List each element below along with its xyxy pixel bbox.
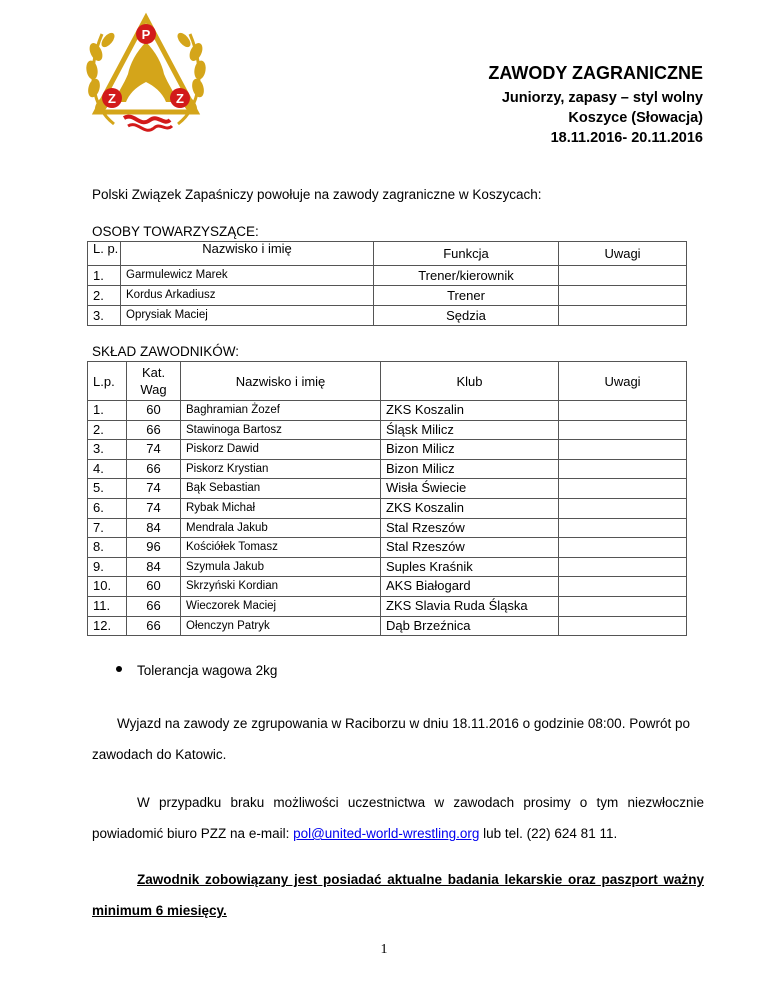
cell-notes [559,498,687,518]
cell-lp: 10. [88,577,127,597]
table-row [88,266,687,286]
cell-name: Piskorz Krystian [181,459,381,479]
cell-name: Rybak Michał [181,498,381,518]
table-header-row [88,242,687,266]
cell-name: Kordus Arkadiusz [121,286,374,306]
table-row [88,286,687,306]
cell-notes [559,577,687,597]
cell-notes [559,266,687,286]
cell-function: Trener [374,286,559,306]
event-location: Koszyce (Słowacja) [568,110,703,126]
pzz-logo [84,12,208,142]
event-dates: 18.11.2016- 20.11.2016 [550,130,703,146]
svg-text:Z: Z [176,91,184,106]
cell-name: Oprysiak Maciej [121,306,374,326]
event-category: Juniorzy, zapasy – styl wolny [501,90,703,106]
cell-club: ZKS Koszalin [381,498,559,518]
cell-name: Stawinoga Bartosz [181,420,381,440]
cell-weight-category: 74 [127,479,181,499]
cell-weight-category: 60 [127,577,181,597]
document-title: ZAWODY ZAGRANICZNE [488,63,703,83]
cell-name: Skrzyński Kordian [181,577,381,597]
cell-weight-category: 66 [127,616,181,636]
weight-tolerance-bullet [116,663,277,678]
medical-requirement-paragraph: Zawodnik zobowiązany jest posiadać aktualne badania lekarskie oraz paszport ważny minimum 6 miesięcy. [92,872,704,918]
cell-notes [559,538,687,558]
cell-weight-category: 74 [127,498,181,518]
cell-club: Stal Rzeszów [381,538,559,558]
cell-weight-category: 84 [127,518,181,538]
cell-weight-category: 66 [127,459,181,479]
col-header-notes: Uwagi [559,362,687,401]
cell-name: Piskorz Dawid [181,440,381,460]
cell-weight-category: 66 [127,420,181,440]
email-link[interactable]: pol@united-world-wrestling.org [293,826,480,841]
cell-lp: 8. [88,538,127,558]
col-header-notes: Uwagi [559,242,687,266]
contact-text-after: lub tel. (22) 624 81 11. [479,826,618,841]
table-row [88,596,687,616]
table-row [88,459,687,479]
col-header-cat-line1: Kat. [141,365,166,380]
cell-club: Bizon Milicz [381,459,559,479]
cell-lp: 12. [88,616,127,636]
cell-notes [559,459,687,479]
cell-lp: 2. [88,286,121,306]
cell-name: Garmulewicz Marek [121,266,374,286]
table-row [88,538,687,558]
cell-club: ZKS Slavia Ruda Śląska [381,596,559,616]
table-row [88,616,687,636]
intro-text: Polski Związek Zapaśniczy powołuje na zawody zagraniczne w Koszycach: [92,187,542,202]
cell-notes [559,440,687,460]
col-header-weight-category [127,362,181,401]
table-row [88,577,687,597]
cell-lp: 9. [88,557,127,577]
cell-notes [559,401,687,421]
cell-notes [559,420,687,440]
cell-notes [559,557,687,577]
cell-lp: 6. [88,498,127,518]
col-header-cat-line2: Wag [140,382,167,397]
col-header-name: Nazwisko i imię [181,362,381,401]
cell-club: Stal Rzeszów [381,518,559,538]
cell-notes [559,479,687,499]
cell-lp: 4. [88,459,127,479]
table-row [88,420,687,440]
ribbon-icon [124,117,170,123]
cell-name: Mendrala Jakub [181,518,381,538]
cell-club: Dąb Brzeźnica [381,616,559,636]
cell-weight-category: 60 [127,401,181,421]
table-row [88,401,687,421]
col-header-name: Nazwisko i imię [121,242,374,266]
cell-name: Szymula Jakub [181,557,381,577]
officials-table [87,241,687,326]
cell-club: Śląsk Milicz [381,420,559,440]
bullet-text: Tolerancja wagowa 2kg [137,663,278,678]
cell-name: Wieczorek Maciej [181,596,381,616]
page-number: 1 [380,942,388,957]
cell-notes [559,596,687,616]
cell-weight-category: 74 [127,440,181,460]
cell-name: Ołenczyn Patryk [181,616,381,636]
svg-text:P: P [141,27,151,42]
cell-lp: 3. [88,440,127,460]
cell-weight-category: 84 [127,557,181,577]
cell-name: Baghramian Żozef [181,401,381,421]
contact-text-before: W przypadku braku możliwości uczestnictwa w zawodach prosimy o tym niezwłocznie powiadomić biuro PZZ na e-mail: [92,795,704,841]
cell-lp: 2. [88,420,127,440]
cell-name: Kościółek Tomasz [181,538,381,558]
competitors-table-body [88,401,687,636]
cell-lp: 3. [88,306,121,326]
cell-notes [559,286,687,306]
bullet-icon [116,666,122,672]
cell-club: Suples Kraśnik [381,557,559,577]
cell-name: Bąk Sebastian [181,479,381,499]
officials-label: OSOBY TOWARZYSZĄCE: [92,224,259,239]
departure-paragraph: Wyjazd na zawody ze zgrupowania w Raciborzu w dniu 18.11.2016 o godzinie 08:00. Powrót po zawodach do Katowic. [92,716,690,762]
col-header-lp: L.p. [88,362,127,401]
col-header-lp: L. p. [88,242,121,266]
cell-notes [559,518,687,538]
cell-weight-category: 66 [127,596,181,616]
cell-club: Bizon Milicz [381,440,559,460]
cell-club: ZKS Koszalin [381,401,559,421]
cell-lp: 1. [88,266,121,286]
svg-text:Z: Z [108,91,116,106]
table-row [88,498,687,518]
table-row [88,518,687,538]
cell-notes [559,306,687,326]
table-row [88,306,687,326]
competitors-table [87,361,687,636]
cell-weight-category: 96 [127,538,181,558]
wrestlers-icon [114,42,178,102]
col-header-function: Funkcja [374,242,559,266]
competitors-label: SKŁAD ZAWODNIKÓW: [92,344,240,359]
cell-club: AKS Białogard [381,577,559,597]
cell-lp: 7. [88,518,127,538]
table-row [88,557,687,577]
contact-paragraph [92,787,704,849]
cell-function: Sędzia [374,306,559,326]
cell-lp: 1. [88,401,127,421]
col-header-club: Klub [381,362,559,401]
cell-club: Wisła Świecie [381,479,559,499]
table-row [88,479,687,499]
cell-function: Trener/kierownik [374,266,559,286]
table-header-row [88,362,687,401]
table-row [88,440,687,460]
cell-lp: 5. [88,479,127,499]
cell-notes [559,616,687,636]
cell-lp: 11. [88,596,127,616]
